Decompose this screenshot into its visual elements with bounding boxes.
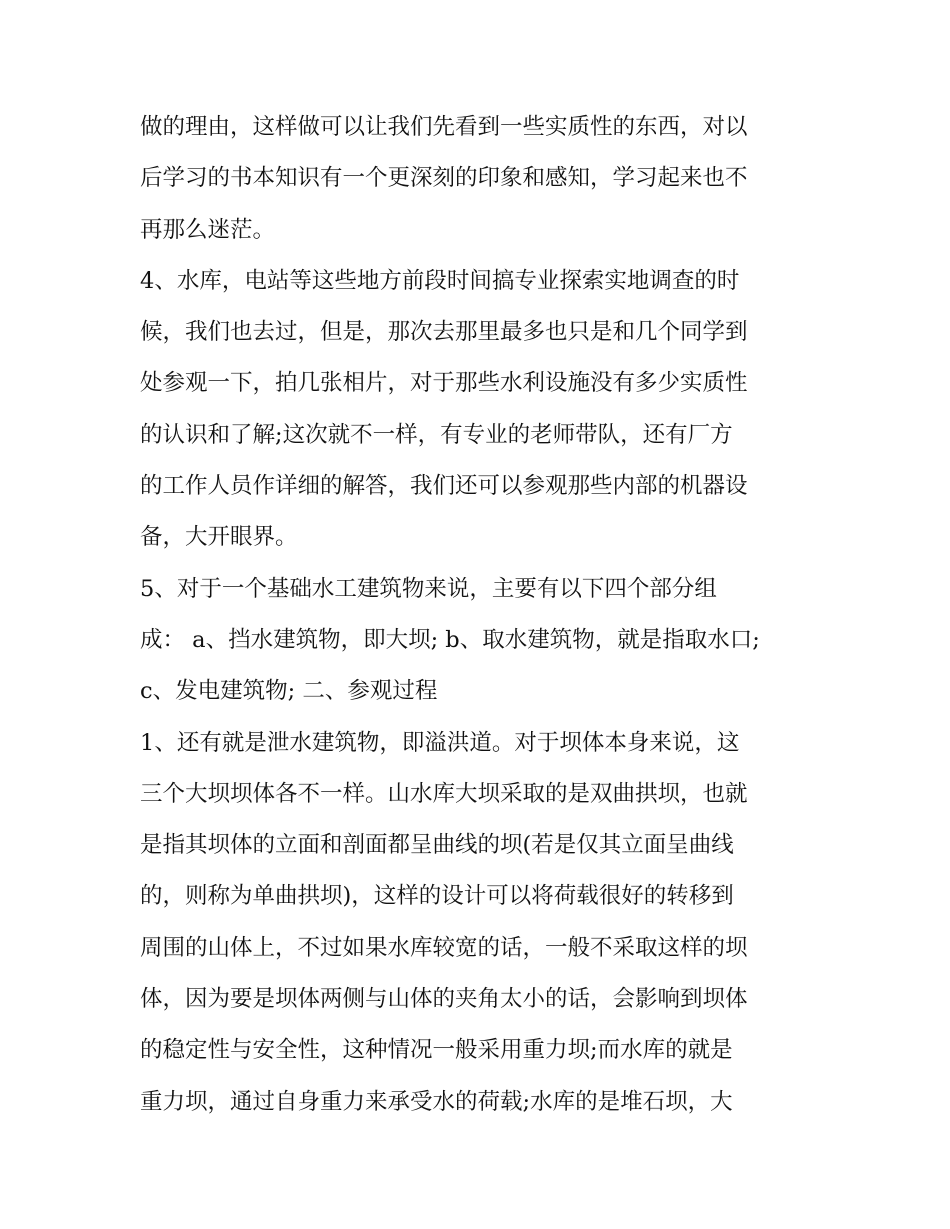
text-line: 5、对于一个基础水工建筑物来说，主要有以下四个部分组 (140, 575, 717, 602)
text-line: 后学习的书本知识有一个更深刻的印象和感知，学习起来也不 (140, 165, 748, 192)
text-line: 的稳定性与安全性，这种情况一般采用重力坝;而水库的就是 (140, 1037, 733, 1064)
text-line: 备，大开眼界。 (140, 524, 298, 551)
text-line: 做的理由，这样做可以让我们先看到一些实质性的东西，对以 (140, 114, 748, 140)
document-page (140, 102, 820, 1128)
text-line: 重力坝，通过自身重力来承受水的荷载;水库的是堆石坝，大 (140, 1088, 733, 1115)
text-line: 再那么迷茫。 (140, 216, 276, 243)
text-line: 周围的山体上，不过如果水库较宽的话，一般不采取这样的坝 (140, 934, 748, 961)
text-line: 1、还有就是泄水建筑物，即溢洪道。对于坝体本身来说，这 (140, 729, 740, 756)
text-line: 是指其坝体的立面和剖面都呈曲线的坝(若是仅其立面呈曲线 (140, 832, 734, 859)
text-line: 体，因为要是坝体两侧与山体的夹角太小的话，会影响到坝体 (140, 986, 748, 1013)
text-line: 候，我们也去过，但是，那次去那里最多也只是和几个同学到 (140, 319, 748, 346)
text-line: 的，则称为单曲拱坝)，这样的设计可以将荷载很好的转移到 (140, 883, 734, 910)
text-line: 的认识和了解;这次就不一样，有专业的老师带队，还有厂方 (140, 421, 733, 448)
text-line: c、发电建筑物; 二、参观过程 (140, 678, 438, 705)
text-line: 的工作人员作详细的解答，我们还可以参观那些内部的机器设 (140, 473, 748, 500)
text-line: 成： a、挡水建筑物，即大坝; b、取水建筑物，就是指取水口; (140, 626, 760, 653)
text-line: 处参观一下，拍几张相片，对于那些水利设施没有多少实质性 (140, 370, 748, 397)
text-line: 三个大坝坝体各不一样。山水库大坝采取的是双曲拱坝，也就 (140, 780, 748, 807)
text-line: 4、水库，电站等这些地方前段时间搞专业探索实地调查的时 (140, 267, 740, 294)
